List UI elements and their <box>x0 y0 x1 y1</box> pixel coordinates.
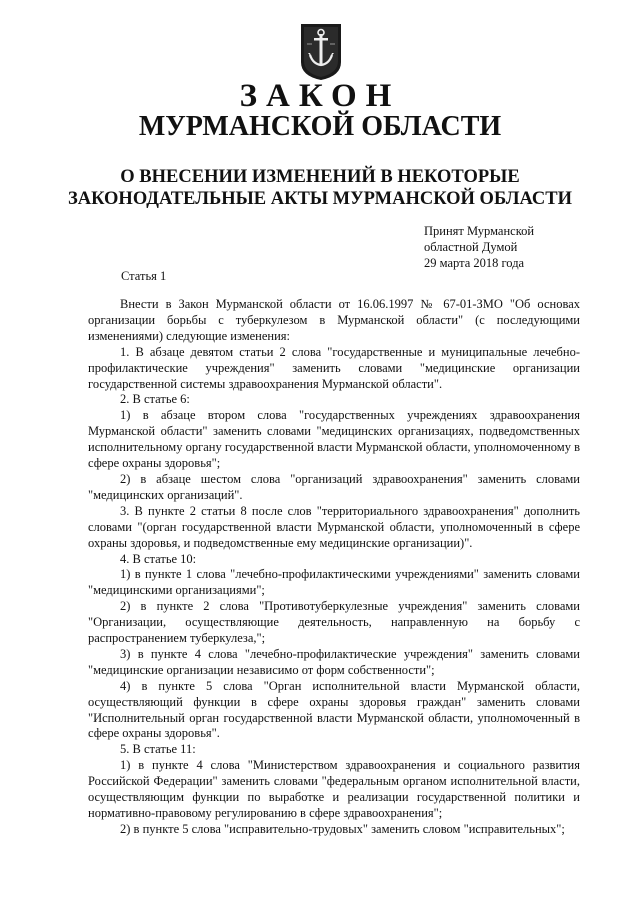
coat-of-arms-icon <box>299 22 343 82</box>
article-body <box>88 297 580 838</box>
law-heading: ЗАКОН <box>239 78 401 114</box>
paragraph: 3. В пункте 2 статьи 8 после слов "территориального здравоохранения" дополнить словами "(орган государственной власти Мурманской области, уполномоченный в сфере охраны здоровья, и подведомственные ему медицинские организации)". <box>88 503 580 550</box>
article-heading: Статья 1 <box>121 269 167 283</box>
paragraph: 1) в пункте 1 слова "лечебно-профилактическими учреждениями" заменить словами "медицинскими организациями"; <box>88 567 580 598</box>
paragraph: 4) в пункте 5 слова "Орган исполнительной власти Мурманской области, осуществляющий функции в сфере охраны здоровья граждан" заменить словами "Исполнительный орган государственной власти Мурманской области, уполномоченный в сфере охраны здоровья". <box>88 678 580 741</box>
region-heading: МУРМАНСКОЙ ОБЛАСТИ <box>138 111 502 142</box>
paragraph: 5. В статье 11: <box>120 742 196 757</box>
adoption-line: Принят Мурманской <box>424 224 535 238</box>
law-title <box>40 166 600 210</box>
law-title-line: ЗАКОНОДАТЕЛЬНЫЕ АКТЫ МУРМАНСКОЙ ОБЛАСТИ <box>67 189 573 209</box>
paragraph: 2. В статье 6: <box>120 392 190 407</box>
adoption-line: областной Думой <box>424 240 518 254</box>
law-title-line: О ВНЕСЕНИИ ИЗМЕНЕНИЙ В НЕКОТОРЫЕ <box>120 167 520 187</box>
adoption-date: 29 марта 2018 года <box>424 256 525 270</box>
paragraph: 4. В статье 10: <box>120 551 197 566</box>
paragraph: 1. В абзаце девятом статьи 2 слова "государственные и муниципальные лечебно-профилактические учреждения" заменить словами "медицинские организации государственной системы здравоохранения Мурманской области". <box>88 344 580 391</box>
paragraph: 2) в пункте 2 слова "Противотуберкулезные учреждения" заменить словами "Организации, осуществляющие деятельность, направленную на борьбу с распространением туберкулеза,"; <box>88 599 580 646</box>
paragraph: 3) в пункте 4 слова "лечебно-профилактические учреждения" заменить словами "медицинские организации независимо от форм собственности"; <box>88 646 580 677</box>
paragraph: 2) в пункте 5 слова "исправительно-трудовых" заменить словом "исправительных"; <box>120 821 565 836</box>
adoption-note <box>424 223 534 271</box>
paragraph: 1) в пункте 4 слова "Министерством здравоохранения и социального развития Российской Федерации" заменить словами "федеральным органом исполнительной власти, осуществляющим функции по выработке и реализации государственной политики и нормативно-правовому регулированию в сфере здравоохранения"; <box>88 758 580 820</box>
paragraph: Внести в Закон Мурманской области от 16.06.1997 № 67-01-ЗМО "Об основах организации борьбы с туберкулезом в Мурманской области" (с последующими изменениями) следующие изменения: <box>88 297 580 343</box>
paragraph: 2) в абзаце шестом слова "организаций здравоохранения" заменить словами "медицинских организаций". <box>88 471 580 502</box>
paragraph: 1) в абзаце втором слова "государственных учреждениях здравоохранения Мурманской области" заменить словами "медицинских организациях, подведомственных исполнительному органу государственной власти Мурманской области, уполномоченному в сфере охраны здоровья"; <box>88 408 580 471</box>
coat-of-arms-emblem <box>299 22 343 82</box>
